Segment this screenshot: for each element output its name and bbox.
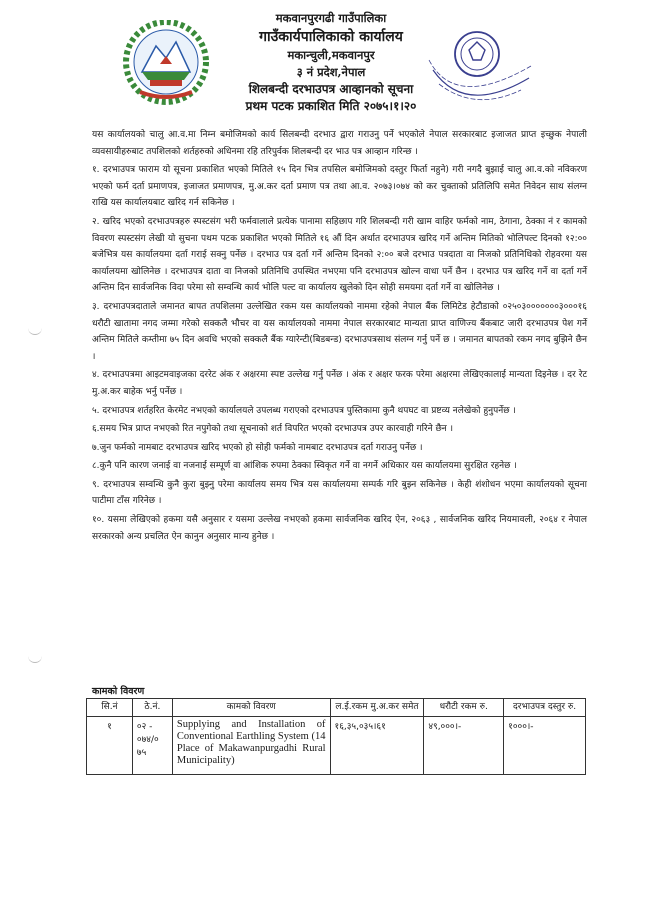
table-row xyxy=(87,717,586,775)
province: ३ नं प्रदेश,नेपाल xyxy=(296,65,366,79)
works-section-title: कामको विवरण xyxy=(92,686,145,697)
punch-hole-mark xyxy=(28,654,42,663)
condition-item: १०. यसमा लेखिएको हकमा यसै अनुसार र यसमा उल्लेख नभएको हकमा सार्वजनिक खरिद ऐन, २०६३ , सार्वजनिक खरिद नियमावली, २०६४ र नेपाल सरकारको अन्य प्रचलित ऐन कानुन अनुसार मान्य हुनेछ । xyxy=(92,515,587,542)
condition-item: १. दरभाउपत्र फाराम यो सूचना प्रकाशित भएको मितिले १५ दिन भित्र तपसिल बमोजिमको दस्तुर फिर्ता नहुने) गरी नगदै बुझाई चालु आ.व.को नविकरण भएको फर्म दर्ता प्रमाणपत्र, इजाजत प्रमाणपत्र, मु.अ.कर दर्ता प्रमाण पत्र तथा आ.व. २०७३।०७४ को कर चुक्ताको प्रतिलिपि समेत निवेदन साथ संलग्न राखि यस कार्यालयबाट खरिद गर्न सकिनेछ । xyxy=(92,165,587,209)
cell-sn: १ xyxy=(87,717,133,775)
publish-date: प्रथम पटक प्रकाशित मिति २०७५।१।२० xyxy=(245,99,417,113)
cell-deposit: ४९,०००।- xyxy=(424,717,504,775)
condition-item: ५. दरभाउपत्र शर्तहरित केरमेट नभएको कार्यालयले उपलब्ध गराएको दरभाउपत्र पुस्तिकामा कुनै थपघट वा प्रष्टव्य नलेखेको हुनुपर्नेछ । xyxy=(92,405,516,416)
col-header-contract-no: ठे.नं. xyxy=(132,699,172,717)
col-header-estimate: ल.ई.रकम मु.अ.कर समेत xyxy=(330,699,424,717)
punch-hole-mark xyxy=(28,326,42,335)
condition-item: ४. दरभाउपत्रमा आइटमवाइजका दररेट अंक र अक्षरमा स्पष्ट उल्लेख गर्नु पर्नेछ । अंक र अक्षर फरक परेमा अक्षरमा लेखिएकालाई मान्यता दिइनेछ । दर रेट मु.अ.कर बाहेक भर्नु पर्नेछ । xyxy=(92,370,587,397)
condition-item: ८.कुनै पनि कारण जनाई वा नजनाई सम्पूर्ण वा आंशिक रुपमा ठेक्का स्विकृत गर्ने वा नगर्ने अधिकार यस कार्यालयमा सुरक्षित रहनेछ । xyxy=(92,461,517,472)
intro-paragraph: यस कार्यालयको चालु आ.व.मा निम्न बमोजिमको कार्य सिलबन्दी दरभाउ द्वारा गराउनु पर्ने भएकोले नेपाल सरकारबाट इजाजत प्राप्त इच्छुक नेपाली व्यवसायीहरुबाट तपशिलको शर्तहरुको अधिनमा रहि तरिपुर्वक शिलबन्दी दर भाउ पत्र आव्हान गरिन्छ । xyxy=(92,130,587,157)
condition-item: ७.जुन फर्मको नामबाट दरभाउपत्र खरिद भएको हो सोही फर्मको नामबाट दरभाउपत्र दर्ता गराउनु पर्नेछ । xyxy=(92,442,423,453)
cell-fee: १०००।- xyxy=(504,717,586,775)
cell-estimate: १६,३५,०३५।६१ xyxy=(330,717,424,775)
notice-title: शिलबन्दी दरभाउपत्र आव्हानको सूचना xyxy=(248,82,414,96)
col-header-fee: दरभाउपत्र दस्तुर रु. xyxy=(504,699,586,717)
office-address: मकान्चुली,मकवानपुर xyxy=(287,48,375,62)
letterhead xyxy=(0,10,662,115)
table-header-row xyxy=(87,699,586,717)
condition-item: २. खरिद भएको दरभाउपत्रहरु स्पस्टसंग भरी फर्मवालाले प्रत्येक पानामा सहिछाप गरि शिलबन्दी गरी खाम वाहिर फर्मको नाम, ठेगाना, ठेक्का नं र कामको विवरण स्पस्टसंग लेखी यो सुचना पथम पटक प्रकाशित भएको मितिले १६ औं दिन अर्थात दरभाउपत्र खरिद गर्ने अन्तिम मितिको भोलिपल्ट दिनको १२:०० बजेभित्र यस कार्यालयमा दर्ता गराई सक्नु पर्नेछ । दरभाउ पत्र दर्ता गर्ने अन्तिम दिनको २:०० बजे दरभाउ पत्रदाता वा निजको प्रतिनिधिको रोहवरमा यस कार्यालयमा खोलिनेछ । दरभाउपत्र दाता वा निजको प्रतिनिधि उपस्थित नभएमा पनि दरभाउपत्र खोल्न वाधा पर्ने छैन । दरभाउ पत्र खरिद गर्ने वा दर्ता गर्ने अन्तिम दिन सार्वजनिक विदा परेमा सो सम्वन्धि कार्य भोलि पल्ट वा कार्यालय खुलेको दिन सोही समयमा दर्ता गर्ने वा खोलिनेछ । xyxy=(92,216,587,294)
cell-description: Supplying and Installation of Conventional Earthling System (14 Place of Makawanpurgadhi Rural Municipality) xyxy=(172,717,330,775)
works-table xyxy=(86,698,586,775)
condition-item: ६.समय भित्र प्राप्त नभएको रित नपुगेको तथा सूचनाको शर्त विपरित भएको दरभाउपत्र उपर कारवाही गरिने छैन । xyxy=(92,424,454,435)
cell-contract-no: ०२ - ०७४/० ७५ xyxy=(132,717,172,775)
municipality-name: मकवानपुरगढी गाउँपालिका xyxy=(275,11,387,25)
col-header-description: कामको विवरण xyxy=(172,699,330,717)
office-name: गाउँकार्यपालिकाको कार्यालय xyxy=(259,29,403,45)
condition-item: ३. दरभाउपत्रदाताले जमानत बापत तपशिलमा उल्लेखित रकम यस कार्यालयको नाममा रहेको नेपाल बैंक लिमिटेड हेटौडाको ०२५०३०००००००३०००१६ धरौटी खातामा नगद जम्मा गरेको सक्कलै भौचर वा यस कार्यालयको नाममा नेपाल सरकारबाट मान्यता प्राप्त वाणिज्य बैंकबाट जारी दरभाउपत्र पेश गर्ने अन्तिम मितिले कम्तीमा ७५ दिन अवधि भएको सक्कलै बैंक ग्यारेन्टी(बिडबन्ड) दरभाउपत्रसाथ संलग्न गर्नु पर्ने छ । जमानत बापतको रकम नगद बुझिने छैन । xyxy=(92,301,587,362)
condition-item: ९. दरभाउपत्र सम्वन्धि कुनै कुरा बुझ्नु परेमा कार्यालय समय भित्र यस कार्यालयमा सम्पर्क गरि बुझ्न सकिनेछ । केही शंशोधन भएमा कार्यालयको सूचना पाटीमा टाँस गरिनेछ । xyxy=(92,479,587,507)
notice-body xyxy=(92,127,587,546)
col-header-deposit: धरौटी रकम रु. xyxy=(424,699,504,717)
col-header-sn: सि.नं xyxy=(87,699,133,717)
